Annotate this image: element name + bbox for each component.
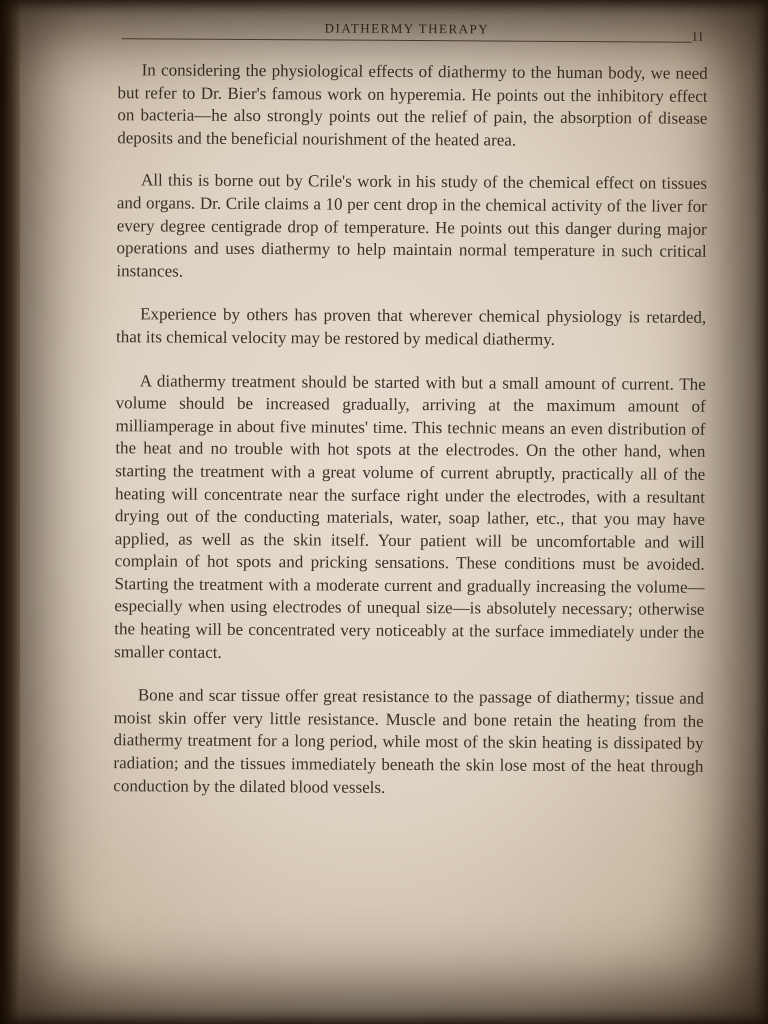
- printed-page: [112, 16, 708, 1010]
- paragraph-crile-work: All this is borne out by Crile's work in his study of the chemical effect on tissues and organs. Dr. Crile claims a 10 per cent drop in the chemical activity of the liver for every degree centigrade drop of temperature. He points out this danger during major operations and uses diathermy to help maintain normal temperature in such critical instances.: [116, 170, 708, 281]
- page-number: 11: [691, 28, 704, 44]
- running-title: DIATHERMY THERAPY: [324, 20, 490, 37]
- book-binding-edge: [0, 0, 20, 1024]
- paragraph-chemical-physiology: Experience by others has proven that wherever chemical physiology is retarded, that its chemical velocity may be restored by medical diathermy.: [115, 304, 707, 349]
- paragraph-tissue-resistance: Bone and scar tissue offer great resistance to the passage of diathermy; tissue and moist skin offer very little resistance. Muscle and bone retain the heating from the diathermy treatment for a long period, while most of the skin heating is dissipated by radiation; and the tissues immediately beneath the skin lose most of the heat through conduction by the dilated blood vessels.: [113, 685, 704, 797]
- running-head: [122, 16, 704, 44]
- paragraph-treatment-technique: A diathermy treatment should be started with but a small amount of current. The volume should be increased gradually, arriving at the maximum amount of milliamperage in about five minutes' time. This technic means an even distribution of the heat and no trouble with hot spots at the electrodes. On the other hand, when starting the treatment with a great volume of current abruptly, practically all of the heating will concentrate near the surface right under the electrodes, with a resultant drying out of the conducting materials, water, soap lather, etc., that you may have applied, as well as the skin itself. Your patient will be uncomfortable and will complain of hot spots and pricking sensations. These conditions must be avoided. Starting the treatment with a moderate current and gradually increasing the volume—especially when using electrodes of unequal size—is absolutely necessary; otherwise the heating will be concentrated very noticeably at the surface immediately under the smaller contact.: [114, 370, 706, 662]
- paragraph-physiological-effects: In considering the physiological effects of diathermy to the human body, we need but refer to Dr. Bier's famous work on hyperemia. He points out the inhibitory effect on bacteria—he also strongly points out the relief of pain, the absorption of disease deposits and the beneficial nourishment of the heated area.: [117, 60, 708, 150]
